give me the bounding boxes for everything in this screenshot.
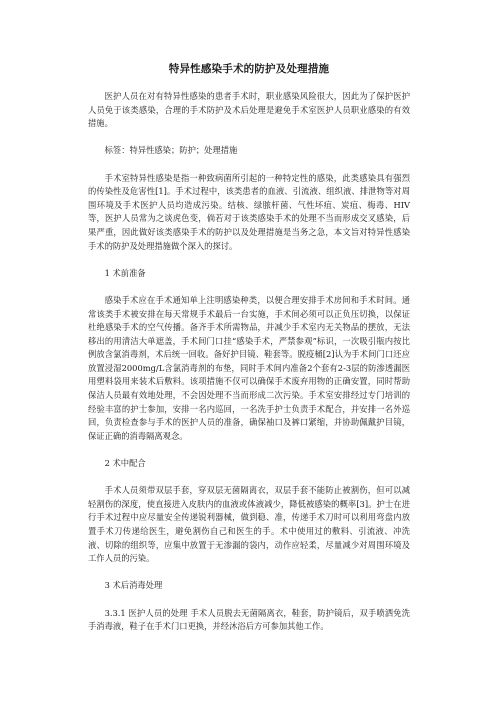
document-title: 特异性感染手术的防护及处理措施 bbox=[168, 63, 330, 75]
section-1-paragraph: 感染手术应在手术通知单上注明感染种类，以便合理安排手术房间和手术时间。通常该类手术被安排在每天常规手术最后一台实施，手术间必须可以正负压切换，以保证杜绝感染手术的空气传播。备齐手术所需物品，并减少手术室内无关物品的摆放，无法移出的用清洁大单遮盖，手术间门口挂“感染手术，严禁参观”标识，一次吸引瓶内按比例放含氯消毒剂，术后统一回收。备好护目镜、鞋套等。脱疫桶[2]认为手术间门口还应放置浸湿2000mg/L含氯消毒剂的布垫，同时手术间内准备2个套有2-3层的防渗透漏医用塑料袋用来装术后敷料。该项措施不仅可以确保手术废弃用物的正确安置，同时帮助保洁人员最有效地处理，不会因处理不当而形成二次污染。手术室安排经过专门培训的经验丰富的护士参加，安排一名内巡回，一名洗手护士负责手术配合，并安排一名外巡回，负责检查参与手术的医护人员的准备，确保袖口及裤口紧缩，并协助佩戴护目镜，保证正确的消毒隔离观念。 bbox=[88, 294, 410, 441]
document-page bbox=[88, 62, 410, 634]
abstract-paragraph: 医护人员在对有特异性感染的患者手术时，职业感染风险很大，因此为了保护医护人员免于该类感染，合理的手术防护及术后处理是避免手术室医护人员职业感染的有效措施。 bbox=[88, 91, 410, 129]
keywords-line: 标签：特异性感染；防护；处理措施 bbox=[104, 145, 238, 156]
section-3-paragraph: 3.3.1 医护人员的处理 手术人员脱去无菌隔离衣，鞋套，防护镜后，双手喷洒免洗手消毒液，鞋子在手术门口更换，并经沐浴后方可参加其他工作。 bbox=[88, 607, 410, 632]
intro-paragraph: 手术室特异性感染是指一种致病菌所引起的一种特定性的感染，此类感染具有强烈的传染性及危害性[1]。手术过程中，该类患者的血液、引流液、组织液、排泄物等对周围环境及手术医护人员均造成污染。结核、绿脓杆菌、气性坏疽、炭疽、梅毒、HIV等，医护人员常为之谈虎色变，倘若对于该类感染手术的处理不当而形成交叉感染，后果严重，因此做好该类感染手术的防护以及处理措施是当务之急，本文旨对特异性感染手术的防护及处理措施做个深入的探讨。 bbox=[88, 172, 410, 251]
section-3-heading: 3 术后消毒处理 bbox=[104, 580, 163, 591]
section-2-paragraph: 手术人员须带双层手套，穿双层无菌隔离衣，双层手套不能防止被割伤，但可以减轻割伤的深度，使直接进入皮肤内的血液或体液减少，降低被感染的概率[3]。护士在进行手术过程中应尽量安全传递锐利器械，做到稳、准，传递手术刀时可以利用弯盘内放置手术刀传递给医生，避免割伤自己和医生的手。术中使用过的敷料、引流液、冲洗液、切除的组织等，应集中放置于无渗漏的袋内，动作应轻柔，尽量减少对周围环境及工作人员的污染。 bbox=[88, 485, 410, 564]
section-1-heading: 1 术前准备 bbox=[104, 267, 146, 278]
section-2-heading: 2 术中配合 bbox=[104, 458, 146, 469]
